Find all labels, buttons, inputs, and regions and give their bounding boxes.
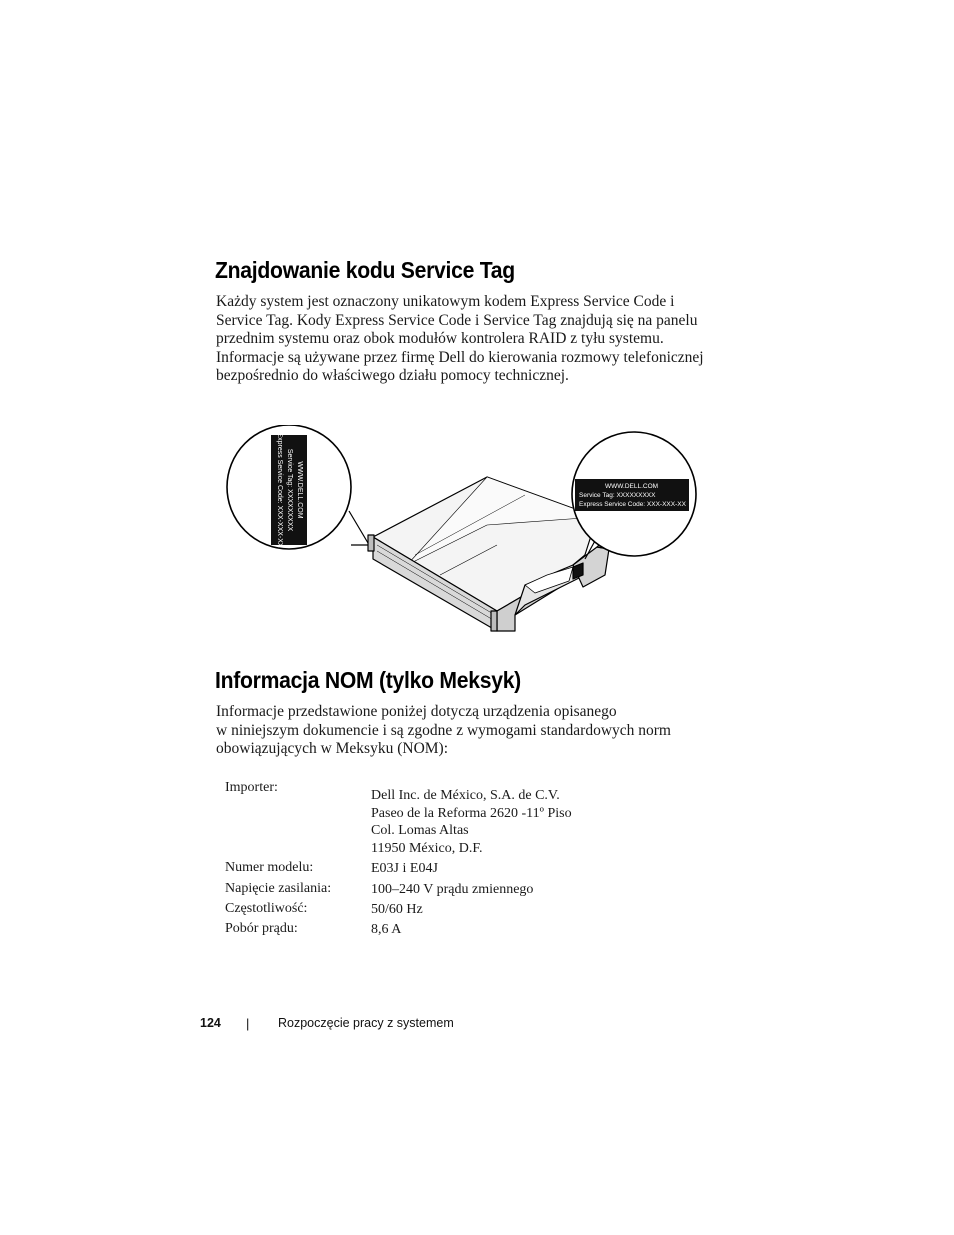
rear-label-url: WWW.DELL.COM [605, 483, 659, 490]
current-value: 8,6 A [371, 922, 402, 937]
section-heading-service-tag: Znajdowanie kodu Service Tag [215, 257, 515, 283]
importer-line: Dell Inc. de México, S.A. de C.V. [371, 788, 560, 803]
front-panel-label-callout [227, 425, 368, 549]
paragraph-line: Informacje przedstawione poniżej dotyczą urządzenia opisanego [216, 703, 617, 720]
frequency-label: Częstotliwość: [225, 901, 308, 916]
model-label: Numer modelu: [225, 860, 314, 875]
importer-label: Importer: [225, 780, 278, 795]
storage-enclosure-illustration [225, 425, 705, 637]
frequency-value: 50/60 Hz [371, 902, 423, 917]
front-label-url: WWW.DELL.COM [296, 461, 303, 519]
paragraph-line: bezpośrednio do właściwego działu pomocy technicznej. [216, 367, 569, 385]
paragraph-line: Informacje są używane przez firmę Dell do kierowania rozmowy telefonicznej [216, 348, 704, 366]
model-value: E03J i E04J [371, 861, 438, 876]
rear-panel-label-callout [572, 432, 696, 559]
voltage-value: 100–240 V prądu zmiennego [371, 882, 534, 897]
front-label-express-code: Express Service Code: XXX-XXX-XX [276, 432, 283, 548]
paragraph-line: Każdy system jest oznaczony unikatowym kodem Express Service Code i [216, 293, 675, 310]
voltage-label: Napięcie zasilania: [225, 881, 332, 896]
service-tag-paragraph [216, 293, 736, 386]
page-number: 124 [200, 1016, 221, 1030]
service-tag-location-figure [225, 425, 705, 637]
footer-separator: | [246, 1016, 250, 1031]
paragraph-line: w niniejszym dokumencie i są zgodne z wymogami standardowych norm [216, 721, 671, 739]
rear-label-express-code: Express Service Code: XXX-XXX-XX [579, 501, 686, 508]
current-label: Pobór prądu: [225, 921, 298, 936]
importer-line: Paseo de la Reforma 2620 -11º Piso [371, 805, 572, 821]
importer-line: Col. Lomas Altas [371, 823, 469, 839]
paragraph-line: Service Tag. Kody Express Service Code i Service Tag znajdują się na panelu [216, 311, 698, 329]
paragraph-line: przednim systemu oraz obok modułów kontrolera RAID z tyłu systemu. [216, 330, 664, 348]
nom-paragraph [216, 703, 736, 759]
front-label-service-tag: Service Tag: XXXXXXXXX [286, 448, 293, 532]
section-heading-nom: Informacja NOM (tylko Meksyk) [215, 667, 521, 693]
footer-chapter-title: Rozpoczęcie pracy z systemem [278, 1016, 454, 1030]
rear-label-service-tag: Service Tag: XXXXXXXXX [579, 492, 656, 499]
paragraph-line: obowiązujących w Meksyku (NOM): [216, 740, 449, 758]
importer-value [371, 787, 572, 858]
importer-line: 11950 México, D.F. [371, 841, 483, 857]
